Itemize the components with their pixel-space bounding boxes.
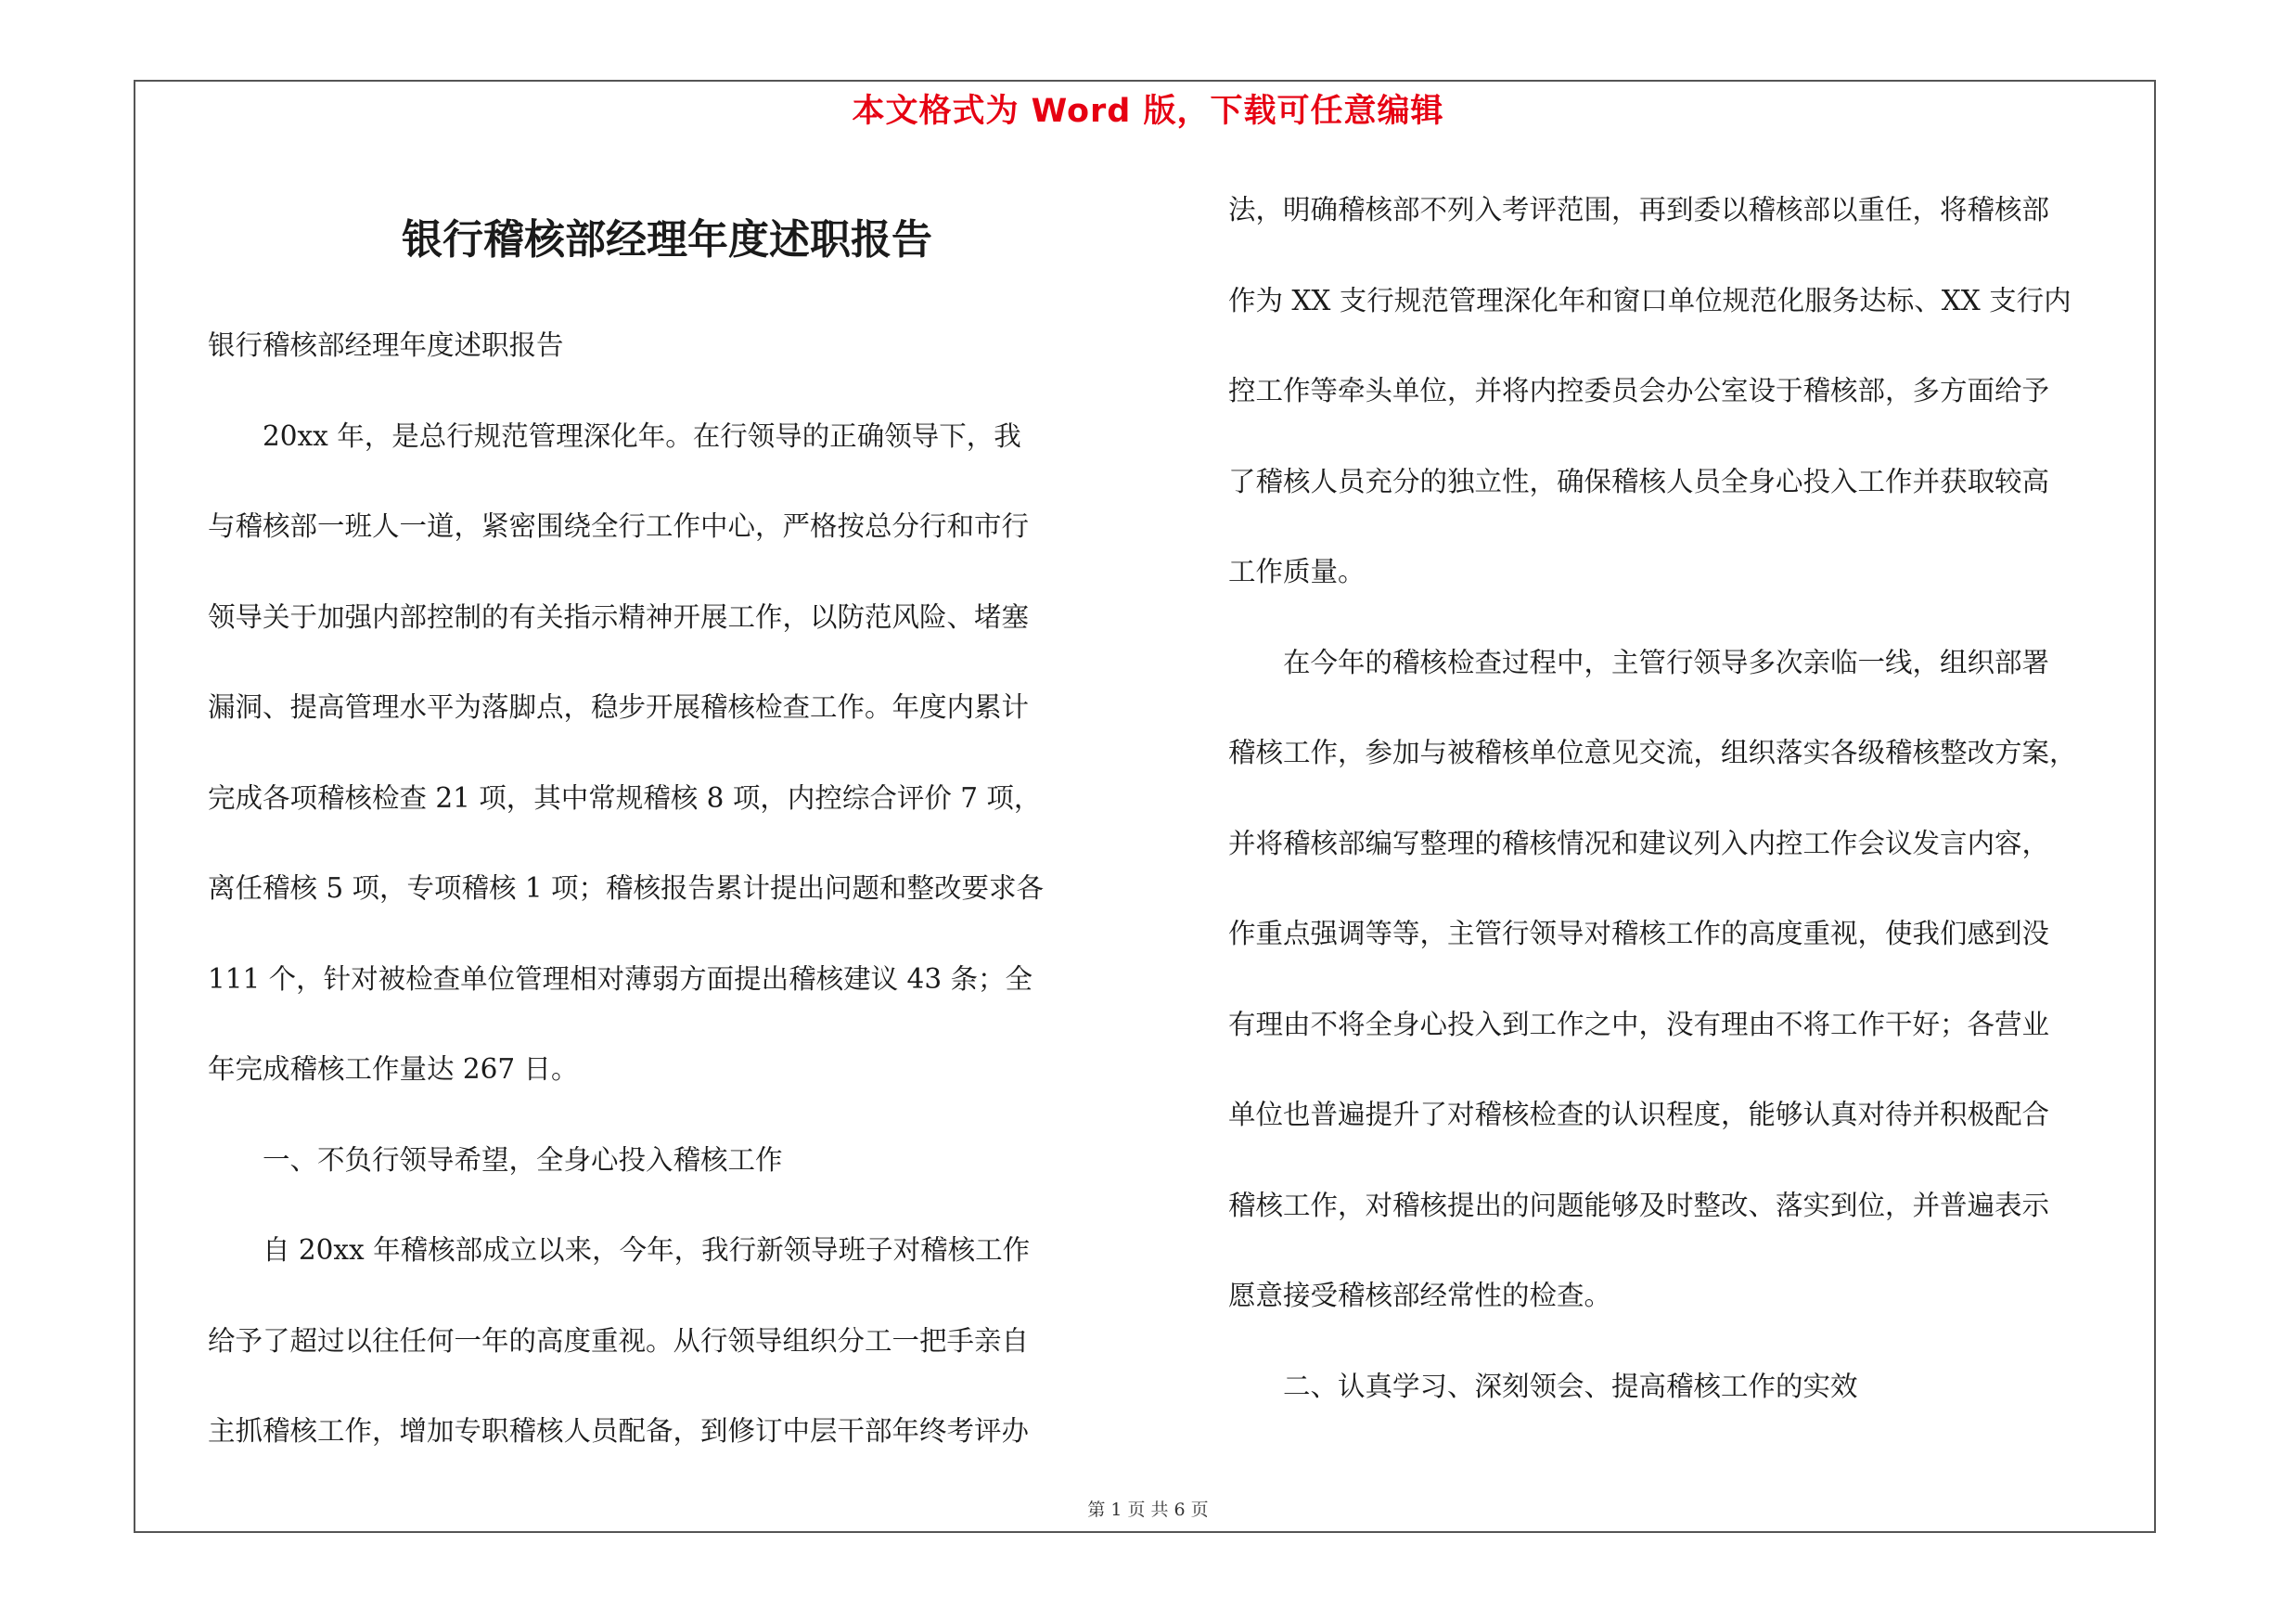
text-line: 银行稽核部经理年度述职报告	[208, 329, 564, 361]
text-line: 给予了超过以往任何一年的高度重视。从行领导组织分工一把手亲自	[208, 1324, 1030, 1357]
text-line: 与稽核部一班人一道，紧密围绕全行工作中心，严格按总分行和市行	[208, 510, 1030, 542]
text-line: 离任稽核 5 项，专项稽核 1 项；稽核报告累计提出问题和整改要求各	[208, 872, 1045, 904]
text-line: 有理由不将全身心投入到工作之中，没有理由不将工作干好；各营业	[1228, 1008, 2050, 1040]
text-line: 111 个，针对被检查单位管理相对薄弱方面提出稽核建议 43 条；全	[208, 962, 1033, 995]
section-heading: 一、不负行领导希望，全身心投入稽核工作	[208, 1143, 783, 1176]
text-line: 年完成稽核工作量达 267 日。	[208, 1053, 579, 1085]
text-line: 了稽核人员充分的独立性，确保稽核人员全身心投入工作并获取较高	[1228, 465, 2050, 497]
text-line: 稽核工作，对稽核提出的问题能够及时整改、落实到位，并普遍表示	[1228, 1189, 2050, 1221]
text-line: 控工作等牵头单位，并将内控委员会办公室设于稽核部，多方面给予	[1228, 375, 2050, 406]
text-line: 工作质量。	[1228, 556, 1366, 587]
text-line: 自 20xx 年稽核部成立以来，今年，我行新领导班子对稽核工作	[208, 1234, 1031, 1266]
text-line: 单位也普遍提升了对稽核检查的认识程度，能够认真对待并积极配合	[1228, 1099, 2050, 1130]
section-heading: 二、认真学习、深刻领会、提高稽核工作的实效	[1228, 1370, 1858, 1402]
text-line: 作重点强调等等，主管行领导对稽核工作的高度重视，使我们感到没	[1228, 918, 2050, 949]
text-line: 稽核工作，参加与被稽核单位意见交流，组织落实各级稽核整改方案，	[1228, 737, 2077, 768]
text-line: 完成各项稽核检查 21 项，其中常规稽核 8 项，内控综合评价 7 项，	[208, 781, 1042, 814]
text-line: 并将稽核部编写整理的稽核情况和建议列入内控工作会议发言内容，	[1228, 827, 2050, 859]
document-title: 银行稽核部经理年度述职报告	[402, 216, 932, 264]
text-line: 愿意接受稽核部经常性的检查。	[1228, 1280, 1612, 1311]
format-notice-banner: 本文格式为 Word 版，下载可任意编辑	[852, 93, 1444, 130]
right-text-column	[1228, 165, 2147, 1432]
text-line: 主抓稽核工作，增加专职稽核人员配备，到修订中层干部年终考评办	[208, 1415, 1030, 1447]
text-line: 20xx 年，是总行规范管理深化年。在行领导的正确领导下，我	[208, 419, 1021, 452]
text-line: 在今年的稽核检查过程中，主管行领导多次亲临一线，组织部署	[1228, 646, 2050, 678]
page-number: 第 1 页 共 6 页	[1087, 1500, 1209, 1520]
text-line: 领导关于加强内部控制的有关指示精神开展工作，以防范风险、堵塞	[208, 600, 1030, 633]
text-line: 法，明确稽核部不列入考评范围，再到委以稽核部以重任，将稽核部	[1228, 194, 2050, 225]
left-text-column	[208, 301, 1126, 1477]
text-line: 作为 XX 支行规范管理深化年和窗口单位规范化服务达标、XX 支行内	[1228, 284, 2072, 316]
text-line: 漏洞、提高管理水平为落脚点，稳步开展稽核检查工作。年度内累计	[208, 691, 1030, 723]
